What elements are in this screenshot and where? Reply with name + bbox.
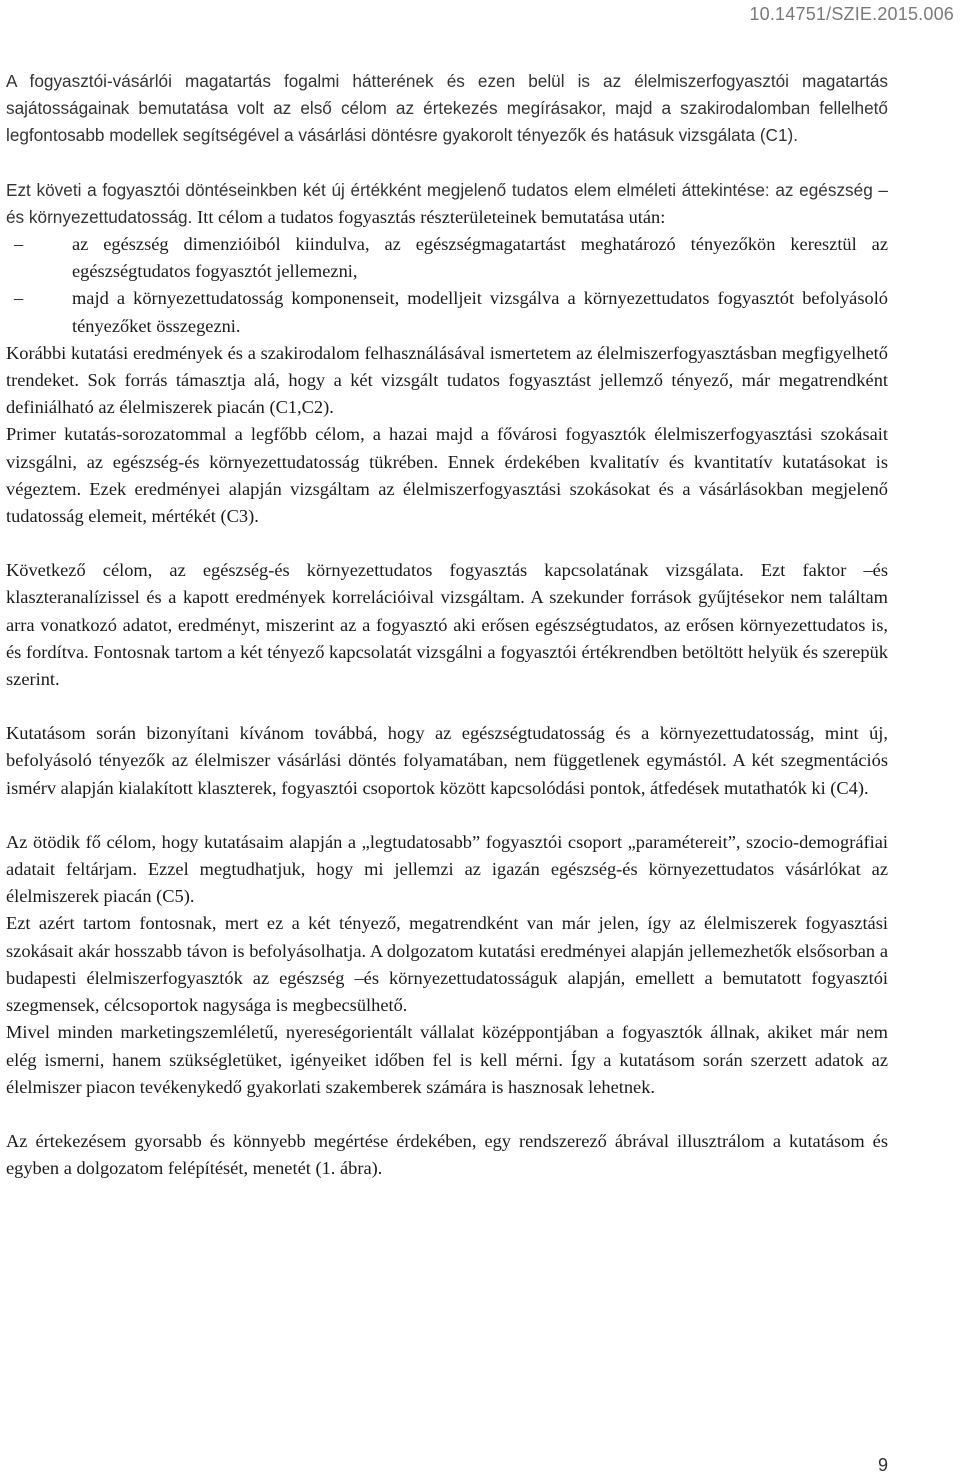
paragraph-1: A fogyasztói-vásárlói magatartás fogalmi hátterének és ezen belül is az élelmiszerfogyasztói magatartás sajátosságainak bemutatása volt az első célom az értekezés megírásakor, majd a szakirodalomban fellelhető legfontosabb modellek segítségével a vásárlási döntésre gyakorolt tényezők és hatásuk vizsgálata (C1). [6, 71, 888, 146]
paragraph-5: Következő célom, az egészség-és környezettudatos fogyasztás kapcsolatának vizsgálata. Ezt faktor –és klaszteranalízissel és a kapott eredmények korrelációival vizsgáltam. A szekunder források gyűjtésekor nem találtam arra vonatkozó adatot, eredményt, miszerint az a fogyasztó aki erősen egészségtudatos, az erősen környezettudatos is, és fordítva. Fontosnak tartom a két tényező kapcsolatát vizsgálni a fogyasztói értékrendben betöltött helyük és szerepük szerint. [6, 560, 888, 690]
paragraph-10: Az értekezésem gyorsabb és könnyebb megértése érdekében, egy rendszerező ábrával illusztrálom a kutatásom és egyben a dolgozatom felépítését, menetét (1. ábra). [6, 1130, 888, 1179]
list-item [6, 285, 888, 339]
paragraph-3: Korábbi kutatási eredmények és a szakirodalom felhasználásával ismertetem az élelmiszerfogyasztásban megfigyelhető trendeket. Sok forrás támasztja alá, hogy a két vizsgált tudatos fogyasztást jellemző tényező, már megatrendként definiálható az élelmiszerek piacán (C1,C2). [6, 342, 888, 418]
paragraph-6: Kutatásom során bizonyítani kívánom továbbá, hogy az egészségtudatosság és a környezettudatosság, mint új, befolyásoló tényezők az élelmiszer vásárlási döntés folyamatában, nem függetlenek egymástól. A két szegmentációs ismérv alapján kialakított klaszterek, fogyasztói csoportok között kapcsolódási pontok, átfedések mutathatók ki (C4). [6, 723, 888, 798]
paragraph-4: Primer kutatás-sorozatommal a legfőbb célom, a hazai majd a fővárosi fogyasztók élelmiszerfogyasztási szokásait vizsgálni, az egészség-és környezettudatosság tükrében. Ennek érdekében kvalitatív és kvantitatív kutatásokat is végeztem. Ezek eredményei alapján vizsgáltam az élelmiszerfogyasztási szokásokat és a vásárlásokban megjelenő tudatosság elemeit, mértékét (C3). [6, 424, 888, 527]
list-item-text: az egészség dimenzióiból kiindulva, az egészségmagatartást meghatározó tényezőkön keresztül az egészségtudatos fogyasztót jellemezni, [72, 234, 888, 282]
bullet-dash: – [14, 234, 24, 255]
list-item [6, 231, 888, 285]
goal-list [6, 231, 888, 340]
page-number: 9 [877, 1455, 888, 1475]
bullet-dash: – [14, 288, 24, 309]
paragraph-2-intro: Ezt követi a fogyasztói döntéseinkben két új értékként megjelenő tudatos elem elméleti áttekintése: az egészség –és környezettudatosság. [6, 179, 888, 227]
doi-header: 10.14751/SZIE.2015.006 [749, 4, 954, 24]
paragraph-2 [6, 177, 888, 231]
paragraph-7: Az ötödik fő célom, hogy kutatásaim alapján a „legtudatosabb” fogyasztói csoport „paramétereit”, szocio-demográfiai adatait feltárjam. Ezzel megtudhatjuk, hogy mi jellemzi az igazán egészség-és környezettudatos vásárlókat az élelmiszerek piacán (C5). [6, 831, 888, 907]
list-item-text: majd a környezettudatosság komponenseit, modelljeit vizsgálva a környezettudatos fogyasztót befolyásoló tényezőket összegezni. [72, 288, 888, 336]
paragraph-2-continuation: Itt célom a tudatos fogyasztás részterületeinek bemutatása után: [197, 206, 666, 227]
paragraph-8: Ezt azért tartom fontosnak, mert ez a két tényező, megatrendként van már jelen, így az élelmiszerek fogyasztási szokásait akár hosszabb távon is befolyásolhatja. A dolgozatom kutatási eredményei alapján jellemezhetők elsősorban a budapesti élelmiszerfogyasztók az egészség –és környezettudatosságuk alapján, emellett a bemutatott fogyasztói szegmensek, célcsoportok nagysága is megbecsülhető. [6, 913, 888, 1016]
document-body [6, 68, 888, 1182]
paragraph-9: Mivel minden marketingszemléletű, nyereségorientált vállalat középpontjában a fogyasztók állnak, akiket már nem elég ismerni, hanem szükségletüket, igényeiket időben fel is kell mérni. Így a kutatásom során szerzett adatok az élelmiszer piacon tevékenykedő gyakorlati szakemberek számára is hasznosak lehetnek. [6, 1022, 888, 1097]
